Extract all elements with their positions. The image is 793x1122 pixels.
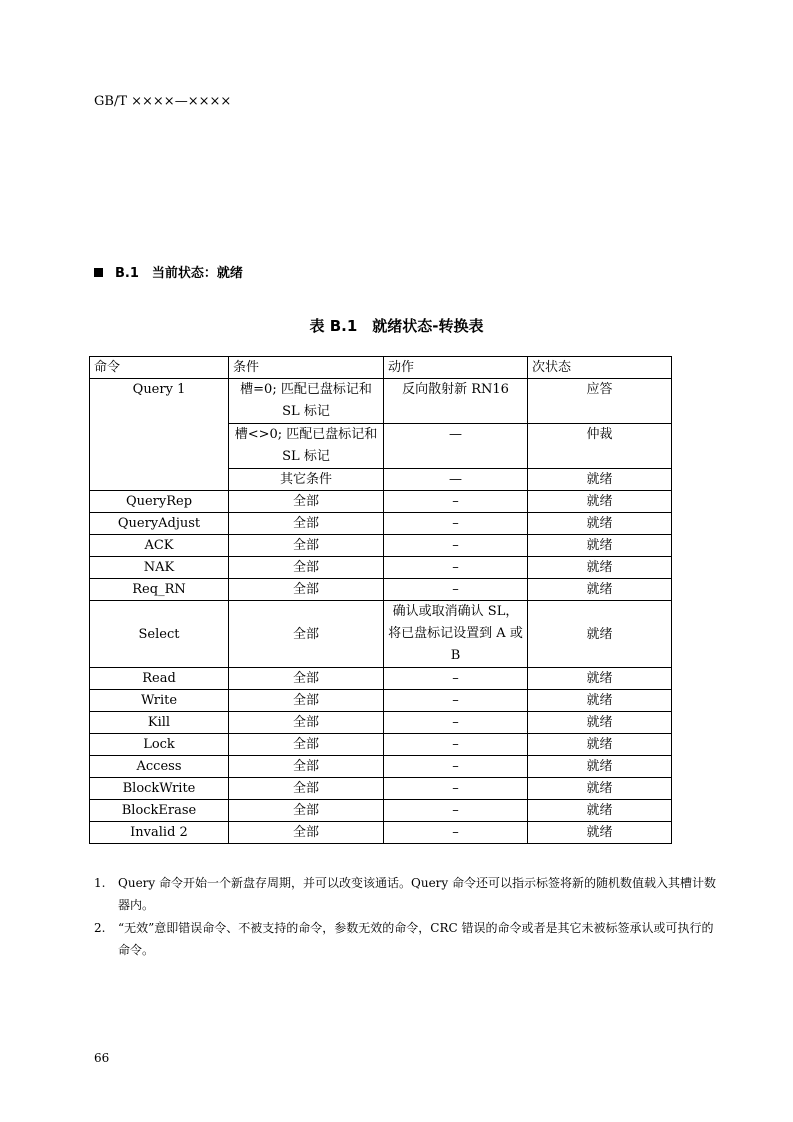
command-cell: Select <box>90 601 229 668</box>
condition-cell: 全部 <box>229 668 384 690</box>
note-text: Query 命令开始一个新盘存周期，并可以改变该通话。Query 命令还可以指示标签将新的随机数值载入其槽计数器内。 <box>118 876 716 912</box>
action-cell: – <box>384 712 528 734</box>
table-row <box>90 535 672 557</box>
section-heading <box>94 262 243 281</box>
next-state-cell: 就绪 <box>528 513 672 535</box>
command-cell: BlockWrite <box>90 778 229 800</box>
command-cell: ACK <box>90 535 229 557</box>
next-state-cell: 就绪 <box>528 712 672 734</box>
table-row <box>90 668 672 690</box>
action-cell: – <box>384 513 528 535</box>
table-caption: 表 B.1 就绪状态-转换表 <box>309 317 484 335</box>
action-cell: 反向散射新 RN16 <box>384 379 528 424</box>
next-state-cell: 就绪 <box>528 668 672 690</box>
square-bullet-icon <box>94 268 103 277</box>
header-next-state: 次状态 <box>528 357 672 379</box>
table-row <box>90 513 672 535</box>
condition-cell: 全部 <box>229 712 384 734</box>
note-item <box>94 872 722 916</box>
command-cell: Lock <box>90 734 229 756</box>
condition-cell: 全部 <box>229 778 384 800</box>
next-state-cell: 就绪 <box>528 579 672 601</box>
note-number: 1. <box>94 876 106 890</box>
next-state-cell: 就绪 <box>528 734 672 756</box>
condition-cell: 全部 <box>229 491 384 513</box>
table-row <box>90 379 672 424</box>
condition-cell: 全部 <box>229 535 384 557</box>
condition-cell: 槽<>0; 匹配已盘标记和 SL 标记 <box>229 424 384 469</box>
action-cell: – <box>384 668 528 690</box>
next-state-cell: 就绪 <box>528 800 672 822</box>
note-text: “无效”意即错误命令、不被支持的命令，参数无效的命令，CRC 错误的命令或者是其它未被标签承认或可执行的命令。 <box>118 921 714 957</box>
next-state-cell: 就绪 <box>528 756 672 778</box>
table-row <box>90 690 672 712</box>
next-state-cell: 仲裁 <box>528 424 672 469</box>
table-notes <box>94 872 722 962</box>
note-number: 2. <box>94 921 106 935</box>
next-state-cell: 就绪 <box>528 557 672 579</box>
condition-cell: 其它条件 <box>229 469 384 491</box>
action-cell: – <box>384 579 528 601</box>
transition-table <box>89 356 672 844</box>
page-number: 66 <box>94 1051 110 1065</box>
action-cell: – <box>384 822 528 844</box>
command-cell: Read <box>90 668 229 690</box>
next-state-cell: 应答 <box>528 379 672 424</box>
command-cell: Access <box>90 756 229 778</box>
next-state-cell: 就绪 <box>528 690 672 712</box>
condition-cell: 全部 <box>229 756 384 778</box>
condition-cell: 全部 <box>229 734 384 756</box>
table-row <box>90 778 672 800</box>
next-state-cell: 就绪 <box>528 778 672 800</box>
command-cell: Write <box>90 690 229 712</box>
condition-cell: 全部 <box>229 690 384 712</box>
table-row <box>90 491 672 513</box>
command-cell: Query 1 <box>90 379 229 491</box>
command-cell: Kill <box>90 712 229 734</box>
header-action: 动作 <box>384 357 528 379</box>
action-cell: – <box>384 557 528 579</box>
command-cell: NAK <box>90 557 229 579</box>
next-state-cell: 就绪 <box>528 491 672 513</box>
action-cell: – <box>384 778 528 800</box>
note-item <box>94 917 722 961</box>
condition-cell: 槽=0; 匹配已盘标记和 SL 标记 <box>229 379 384 424</box>
command-cell: Invalid 2 <box>90 822 229 844</box>
section-title: B.1 当前状态：就绪 <box>115 266 243 281</box>
condition-cell: 全部 <box>229 601 384 668</box>
condition-cell: 全部 <box>229 822 384 844</box>
table-row <box>90 800 672 822</box>
table-row <box>90 756 672 778</box>
condition-cell: 全部 <box>229 513 384 535</box>
table-row <box>90 734 672 756</box>
action-cell: – <box>384 491 528 513</box>
command-cell: QueryAdjust <box>90 513 229 535</box>
action-cell: – <box>384 800 528 822</box>
action-cell: – <box>384 535 528 557</box>
command-cell: Req_RN <box>90 579 229 601</box>
next-state-cell: 就绪 <box>528 601 672 668</box>
action-cell: – <box>384 756 528 778</box>
header-condition: 条件 <box>229 357 384 379</box>
table-row <box>90 822 672 844</box>
table-row <box>90 579 672 601</box>
next-state-cell: 就绪 <box>528 469 672 491</box>
header-command: 命令 <box>90 357 229 379</box>
action-cell: – <box>384 690 528 712</box>
table-row <box>90 712 672 734</box>
condition-cell: 全部 <box>229 557 384 579</box>
next-state-cell: 就绪 <box>528 535 672 557</box>
next-state-cell: 就绪 <box>528 822 672 844</box>
action-cell: — <box>384 469 528 491</box>
table-row <box>90 557 672 579</box>
condition-cell: 全部 <box>229 579 384 601</box>
condition-cell: 全部 <box>229 800 384 822</box>
command-cell: BlockErase <box>90 800 229 822</box>
action-cell: — <box>384 424 528 469</box>
action-cell: 确认或取消确认 SL，将已盘标记设置到 A 或 B <box>384 601 528 668</box>
table-header-row <box>90 357 672 379</box>
command-cell: QueryRep <box>90 491 229 513</box>
action-cell: – <box>384 734 528 756</box>
table-row <box>90 601 672 668</box>
page-header: GB/T ××××—×××× <box>94 94 232 109</box>
